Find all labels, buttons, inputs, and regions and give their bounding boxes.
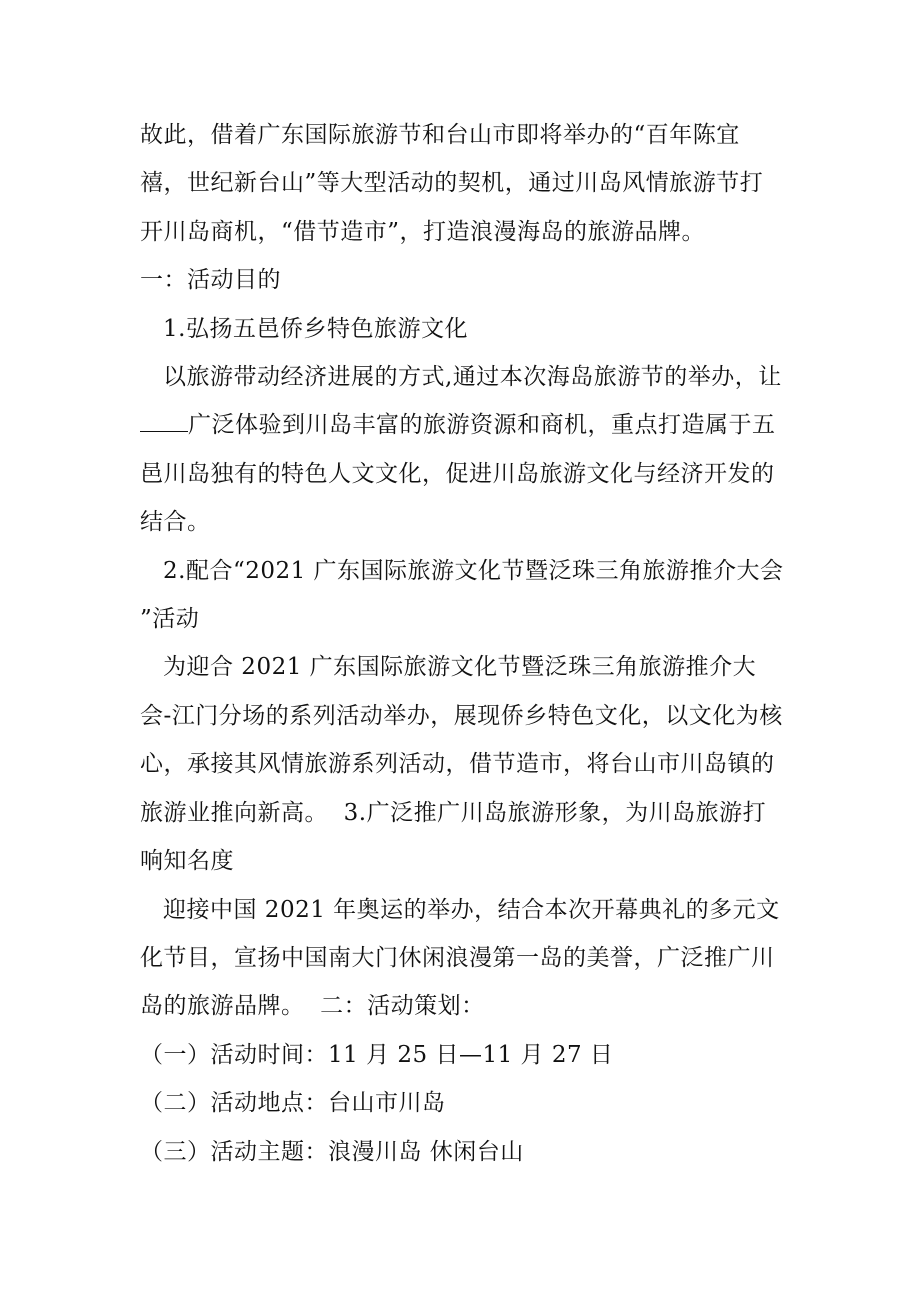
section-heading-purpose: 一：活动目的	[140, 267, 281, 294]
plan-time: （一）活动时间：11 月 25 日—11 月 27 日	[140, 1041, 614, 1068]
item-1-body	[140, 353, 785, 547]
plan-location: （二）活动地点：台山市川岛	[140, 1090, 446, 1117]
fill-in-blank	[140, 411, 188, 432]
item-2-body: 为迎合 2021 广东国际旅游文化节暨泛珠三角旅游推介大会-江门分场的系列活动举办，展现侨乡特色文化，以文化为核心，承接其风情旅游系列活动，借节造市，将台山市川岛镇的旅游业推向新高。 3.广泛推广川岛旅游形象，为川岛旅游打响知名度	[140, 654, 783, 875]
item-1-body-part-a: 以旅游带动经济进展的方式,通过本次海岛旅游节的举办，让	[163, 364, 782, 391]
plan-theme: （三）活动主题：浪漫川岛 休闲台山	[140, 1138, 524, 1165]
item-1-title: 1.弘扬五邑侨乡特色旅游文化	[163, 315, 468, 342]
item-3-body: 迎接中国 2021 年奥运的举办，结合本次开幕典礼的多元文化节目，宣扬中国南大门休闲浪漫第一岛的美誉，广泛推广川岛的旅游品牌。 二：活动策划：	[140, 896, 780, 1020]
item-2-title: 2.配合“2021 广东国际旅游文化节暨泛珠三角旅游推介大会 ”活动	[140, 557, 792, 633]
item-1-body-part-b: 广泛体验到川岛丰富的旅游资源和商机，重点打造属于五邑川岛独有的特色人文文化，促进川岛旅游文化与经济开发的结合。	[140, 412, 776, 536]
document-body	[140, 111, 792, 1176]
intro-paragraph: 故此，借着广东国际旅游节和台山市即将举办的“百年陈宜禧，世纪新台山”等大型活动的契机，通过川岛风情旅游节打开川岛商机，“借节造市”，打造浪漫海岛的旅游品牌。	[140, 122, 764, 245]
